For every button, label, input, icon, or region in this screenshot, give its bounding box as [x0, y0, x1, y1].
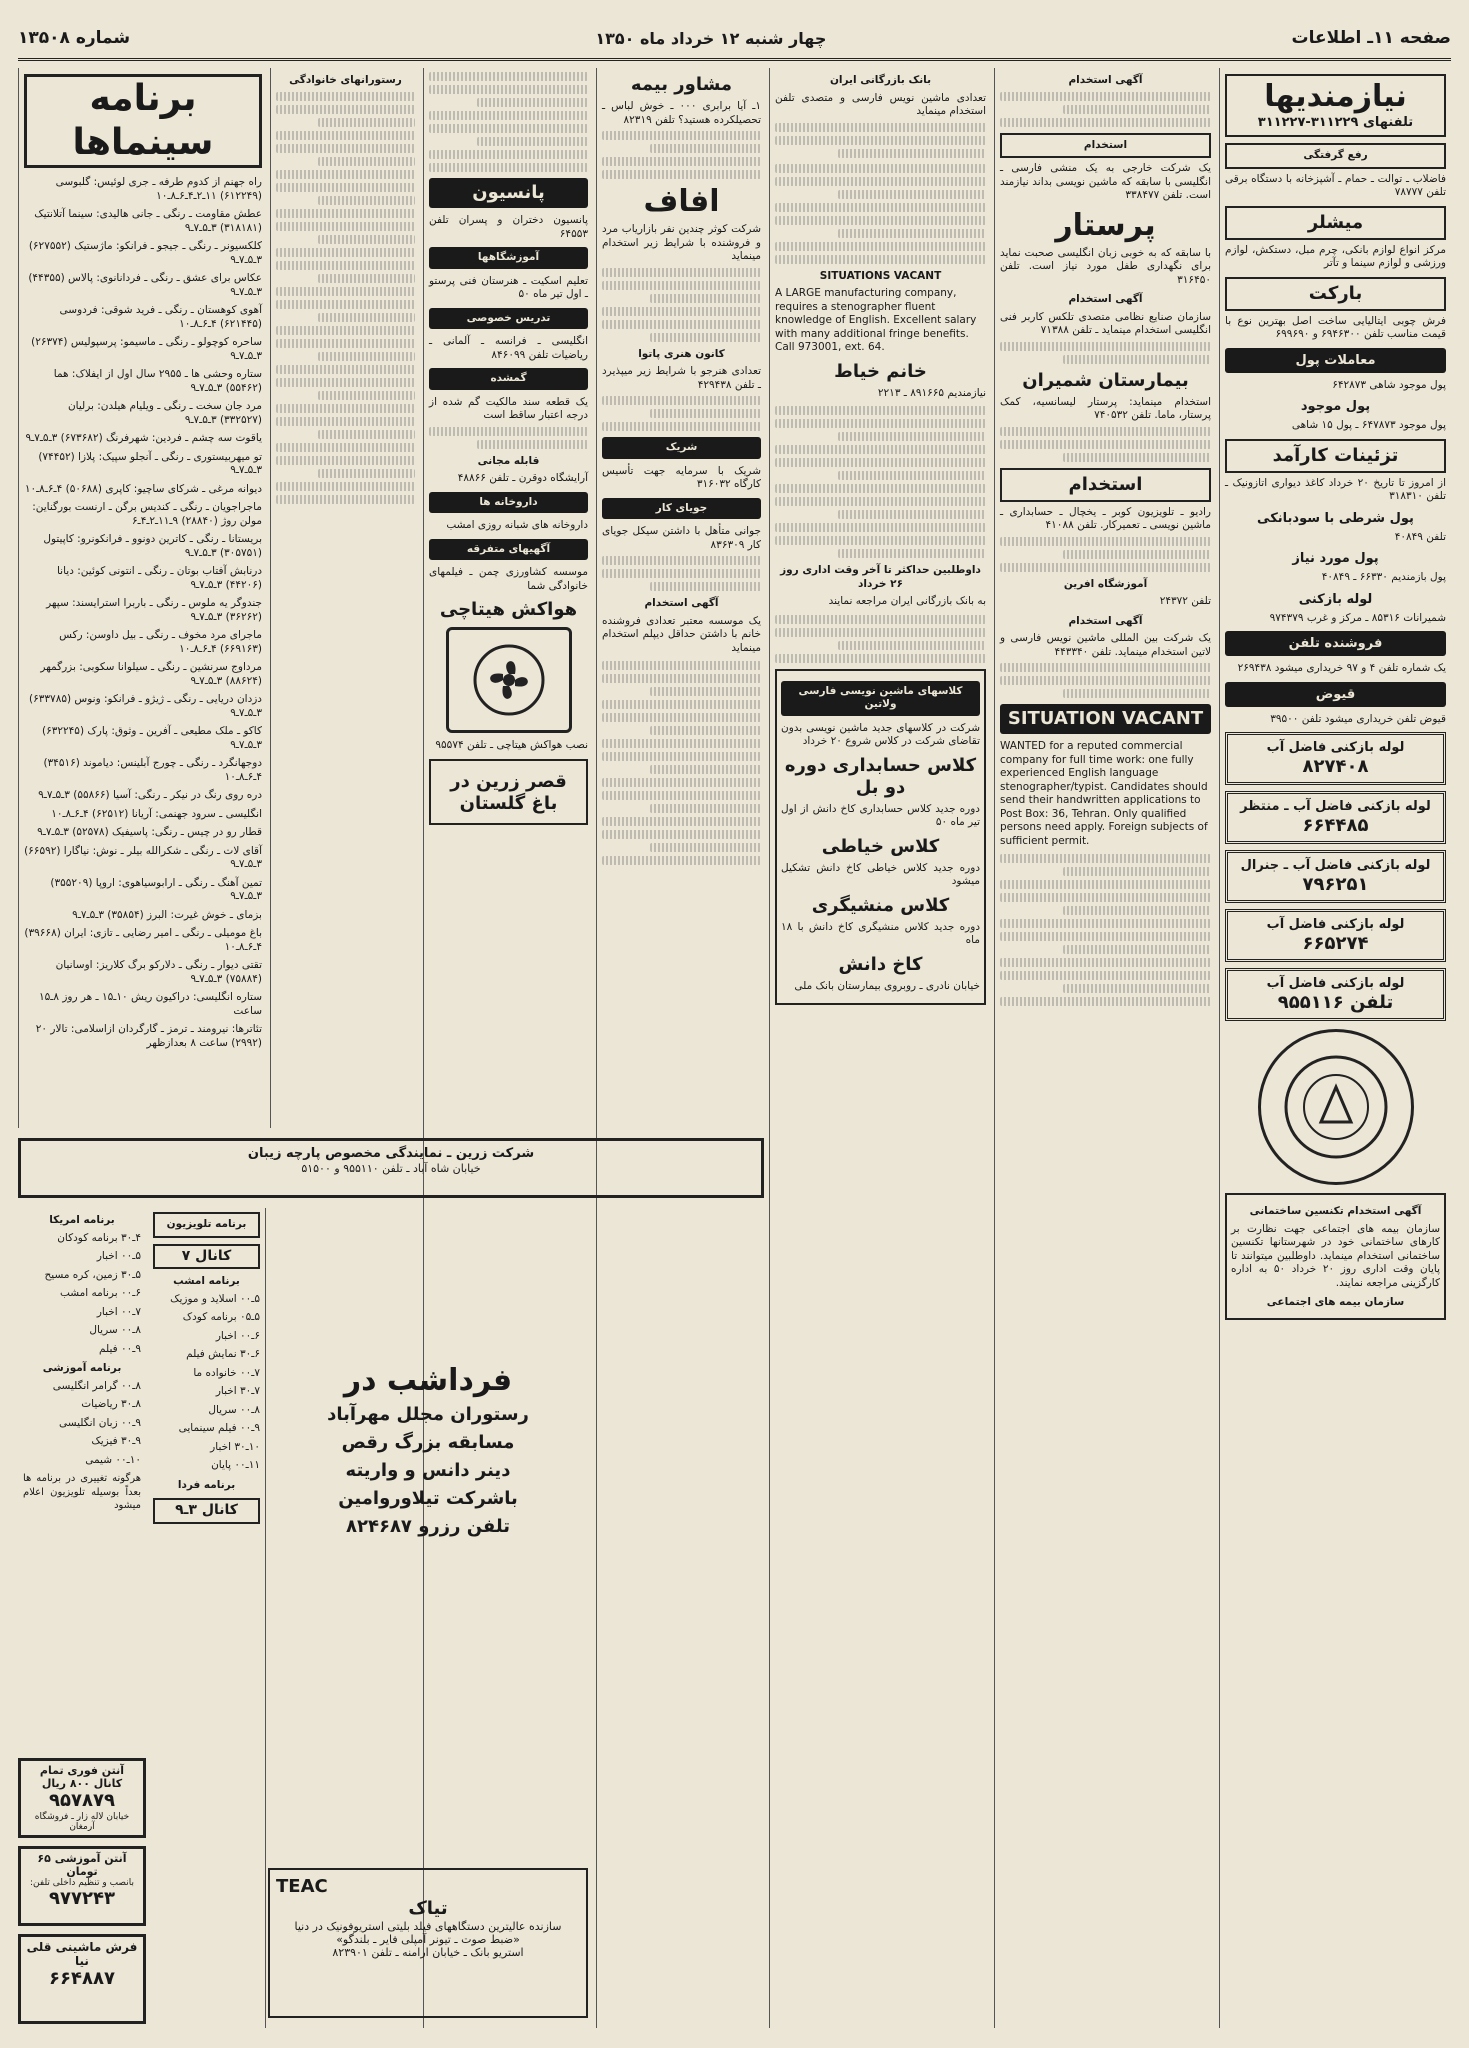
class-text: دوره جدید کلاس خیاطی کاخ دانش تشکیل میشود: [781, 861, 980, 887]
ad-text: پول موجود ۶۴۷۸۷۳ ـ پول ۱۵ شاهی: [1291, 419, 1446, 431]
list-item: انگلیسی ـ سرود جهنمی: آریانا (۶۲۵۱۲) ۴ـ۶ـ۸ـ۱۰: [51, 807, 262, 820]
job-ad: [1000, 74, 1211, 127]
classified-ad: [1225, 206, 1446, 271]
zarrin-title: شرکت زرین ـ نمایندگی مخصوص پارچه زیبان: [247, 1146, 535, 1161]
list-item: ۷ـ۰۰ خانواده ما: [193, 1366, 260, 1379]
consult-ad: [602, 185, 761, 342]
ad-title: لوله بازکنی فاضل آب ـ جنرال: [1240, 858, 1431, 873]
zarrin-banner: [18, 1138, 764, 1198]
ad-title: آگهی استخدام: [1068, 293, 1143, 305]
antenna1-address: خیابان لاله زار ـ فروشگاه آرمغان: [34, 1812, 130, 1832]
plumbing-ad: [1225, 732, 1446, 785]
list-item: دره روی رنگ در نیکر ـ رنگی: آسیا (۵۵۸۶۶) ۳ـ۵ـ۷ـ۹: [38, 789, 262, 801]
list-item: ۱۱ـ۰۰ پایان: [211, 1459, 260, 1471]
ad-title: آگهی استخدام: [644, 597, 719, 609]
center-ad: [429, 492, 588, 533]
banner-line: مسابقه بزرگ رقص: [341, 1432, 515, 1453]
ad-text: انگلیسی ـ فرانسه ـ آلمانی ـ ریاضیات تلفن ۸۴۶۰۹۹: [429, 335, 588, 361]
list-item: آهوی کوهستان ـ رنگی ـ فرید شوقی: فردوسی (۶۲۱۴۴۵) ۴ـ۶ـ۸ـ۱۰: [59, 304, 262, 330]
issue-date: چهار شنبه ۱۲ خرداد ماه ۱۳۵۰: [595, 28, 827, 48]
list-item: مرد جان سخت ـ رنگی ـ ویلیام هیلدن: برلیان (۳۳۲۵۲۷) ۳ـ۵ـ۷ـ۹: [67, 400, 262, 426]
jobs-column-2: [769, 68, 991, 2028]
ad-text: مرکز انواع لوازم بانکی، چرم مبل، دستکش، لوازم ورزشی و لوازم سینما و تآتر: [1225, 243, 1446, 269]
ad-phone: ۶۶۵۲۷۴: [1302, 933, 1369, 954]
ad-text: تلفن ۴۰۸۴۹: [1394, 530, 1446, 543]
ad-title: استخدام: [1000, 468, 1211, 502]
list-item: جندوگر یه ملوس ـ رنگی ـ باربرا استرایسند: سپهر (۳۶۲۶۲) ۳ـ۵ـ۷ـ۹: [46, 597, 262, 623]
list-item: تو میهربیستوری ـ رنگی ـ آنجلو سپیک: پلازا (۷۴۴۵۲) ۳ـ۵ـ۷ـ۹: [38, 450, 262, 476]
ad-title: پول موجود: [1300, 399, 1371, 414]
hiring-text: سازمان بیمه های اجتماعی جهت نظارت بر کارهای ساختمانی خود در شهرستانها تکنسین ساختمانی استخدام مینماید. داوطلبین میتوانند تا پایان وقت اداری روز ۲۰ خرداد ۵۰ به اداره کارگزینی مراجعه نمایند.: [1231, 1222, 1441, 1289]
job-ad: [1000, 578, 1211, 609]
ad-text: شمیرانات ۸۵۳۱۶ ـ مرکز و غرب ۹۷۴۳۷۹: [1269, 611, 1446, 624]
class-title: کاخ دانش: [838, 953, 923, 975]
ad-text: تعدادی ماشین نویس فارسی و متصدی تلفن استخدام مینماید: [775, 91, 986, 117]
ad-text: موسسه کشاورزی چمن ـ فیلمهای خانوادگی شما: [429, 566, 588, 592]
ad-title: لوله بازکنی فاضل آب: [1266, 917, 1405, 932]
ad-text: آرایشگاه دوقرن ـ تلفن ۴۸۸۶۶: [457, 472, 588, 484]
ad-title: کانون هنری پاتوا: [638, 347, 725, 360]
tv-america-list: [23, 1232, 141, 1357]
list-item: ۷ـ۳۰ اخبار: [215, 1385, 260, 1397]
banner-phone: تلفن رزرو ۸۲۴۶۸۷: [346, 1516, 510, 1537]
class-title: کلاسهای ماشین نویسی فارسی ولاتین: [781, 681, 980, 716]
ad-title: بارکت: [1225, 277, 1446, 311]
ad-text: جوانی متأهل با داشتن سیکل جویای کار ۸۳۶۳۰۹: [602, 525, 761, 551]
list-item: ماجرای مرد مخوف ـ رنگی ـ بیل داوسن: رکس (۶۶۹۱۶۳) ۴ـ۶ـ۸ـ۱۰: [59, 629, 262, 655]
ad-phone: ۷۹۶۲۵۱: [1302, 874, 1369, 895]
fan-icon: [446, 627, 572, 733]
center-ad: [429, 178, 588, 241]
consult-ad: [602, 74, 761, 179]
classifieds-title: نیازمندیها: [1264, 79, 1407, 114]
ad-phone: تلفن ۹۵۵۱۱۶: [1277, 992, 1394, 1013]
antenna2-sub: بانصب و تنظیم داخلی تلفن:: [30, 1878, 134, 1888]
situation-vacant-title: SITUATION VACANT: [1000, 704, 1211, 734]
carpet-ad: [18, 1934, 146, 2024]
classifieds-column: [1219, 68, 1451, 2028]
classified-ad: [1225, 348, 1446, 393]
cinema-list: [24, 176, 262, 1050]
ad-title: خانم خیاط: [834, 360, 927, 382]
banner-line: دینر دانس و واریته: [345, 1460, 511, 1481]
issue-number: شماره ۱۳۵۰۸: [18, 28, 131, 48]
plumbing-ad: [1225, 968, 1446, 1021]
tv-tonight-title: برنامه امشب: [173, 1275, 240, 1287]
restaurant-banner: [268, 1358, 588, 1718]
list-item: عطش مقاومت ـ رنگی ـ جانی هالیدی: سینما آتلانتیک (۳۱۸۱۸۱) ۳ـ۵ـ۷ـ۹: [34, 208, 262, 234]
list-item: یاقوت سه چشم ـ فردین: شهرفرنگ (۶۷۳۶۸۲) ۳ـ۵ـ۷ـ۹: [25, 432, 262, 444]
list-item: ۵ـ۰۰ اسلاید و موزیک: [170, 1292, 260, 1305]
tv-channel7: کانال ۷: [153, 1244, 260, 1270]
banner-line: باشرکت تیلاوروامین: [338, 1488, 518, 1509]
list-item: ۸ـ۰۰ گرامر انگلیسی: [52, 1379, 141, 1392]
list-item: ۹ـ۳۰ فیزیک: [91, 1435, 141, 1447]
list-item: ۴ـ۳۰ برنامه کودکان: [57, 1231, 141, 1244]
ad-title: مشاور بیمه: [630, 74, 733, 95]
list-item: دوجهانگرد ـ رنگی ـ چورج آبلینس: دیاموند (۳۴۵۱۶) ۴ـ۶ـ۸ـ۱۰: [43, 757, 262, 783]
job-ad: [1000, 370, 1211, 462]
newspaper-page: [18, 18, 1451, 2030]
ad-title: پول مورد نیاز: [1292, 551, 1379, 566]
list-item: ۵ـ۰۵ برنامه کودک: [182, 1311, 260, 1323]
ad-text: A LARGE manufacturing company, requires a stenographer fluent knowledge of English. Excellent salary with many additional fringe benefits. Call 973001, ext. 64.: [775, 287, 977, 353]
list-item: ۷ـ۰۰ اخبار: [96, 1305, 141, 1318]
center-ad: [429, 308, 588, 363]
ad-title: شریک: [602, 437, 761, 459]
antenna1-phone: ۹۵۷۸۷۹: [49, 1790, 115, 1811]
ad-text: نیازمندیم ۸۹۱۶۶۵ ـ ۲۲۱۳: [877, 386, 986, 399]
tv-note: هرگونه تغییری در برنامه ها بعداً بوسیله تلویزیون اعلام میشود: [23, 1473, 141, 1511]
list-item: آقای لات ـ رنگی ـ شکرالله بیلر ـ نوش: نیاگارا (۶۶۵۹۲) ۳ـ۵ـ۷ـ۹: [24, 844, 262, 870]
zarrin-address: خیابان شاه آباد ـ تلفن ۹۵۵۱۱۰ و ۵۱۵۰۰: [301, 1162, 481, 1175]
misc-column: [596, 68, 766, 2028]
list-item: ستاره وحشی ها ـ ۲۹۵۵ سال اول از ایفلاک: هما (۵۵۴۶۲) ۳ـ۵ـ۷ـ۹: [53, 368, 262, 394]
ad-title: پول شرطی با سودبانکی: [1257, 510, 1414, 526]
jobs-title: آگهی استخدام: [1068, 74, 1143, 86]
ad-title: بانک بازرگانی ایران: [829, 74, 932, 86]
list-item: تئاترها: نیرومند ـ ترمز ـ گارگردان ازاسلامی: تالار ۲۰ (۲۹۹۲) ساعت ۸ بعدازظهر: [35, 1023, 262, 1049]
ad-title: گمشده: [429, 368, 588, 390]
list-item: باغ مومیلی ـ رنگی ـ امیر رضایی ـ تازی: ایران (۳۹۶۶۸) ۴ـ۶ـ۸ـ۱۰: [24, 927, 262, 953]
classified-ad: [1225, 398, 1446, 433]
list-item: ۱۰ـ۰۰ شیمی: [85, 1453, 141, 1466]
list-item: ۱۰ـ۳۰ اخبار: [210, 1440, 260, 1453]
tv-edu-title: برنامه آموزشی: [42, 1362, 122, 1374]
job-ad: [1000, 133, 1211, 203]
ad-title: آگهیهای متفرقه: [429, 539, 588, 561]
ad-title: لوله بازکنی: [1298, 591, 1373, 607]
ad-text: شرکت کوثر چندین نفر بازاریاب مرد و فروشنده با شرایط زیر استخدام مینماید: [602, 223, 761, 262]
ad-phone: ۶۶۴۴۸۵: [1302, 815, 1369, 836]
job-ad: [1000, 209, 1211, 288]
ad-title: میشلر: [1225, 206, 1446, 240]
classified-ad: [1225, 439, 1446, 504]
center-ad: [429, 455, 588, 486]
tv-channel3: کانال ۳ـ۹: [153, 1498, 260, 1524]
ad-text: استخدام مینماید: پرستار لیسانسیه، کمک پرستار، ماما. تلفن ۷۴۰۵۳۲: [1000, 395, 1211, 421]
banner-title: فرداشب در: [343, 1363, 513, 1398]
list-item: ۶ـ۰۰ برنامه امشب: [60, 1287, 141, 1299]
ad-title: استخدام: [1000, 133, 1211, 159]
list-item: ۸ـ۳۰ ریاضیات: [81, 1398, 141, 1410]
list-item: ساحره کوچولو ـ رنگی ـ ماسیمو: پرسپولیس (۲۶۳۷۴) ۳ـ۵ـ۷ـ۹: [31, 336, 262, 362]
list-item: قطار رو در چیس ـ رنگی: پاسیفیک (۵۲۵۷۸) ۳ـ۵ـ۷ـ۹: [37, 826, 262, 838]
ad-text: ۱ـ آیا برابری ۰۰۰ ـ خوش لباس ـ تحصیلکرده هستید؟ تلفن ۸۲۳۱۹: [602, 100, 761, 126]
ad-title: لوله بازکنی فاضل آب ـ منتظر: [1240, 799, 1431, 814]
list-item: دزدان دریایی ـ رنگی ـ ژیژو ـ فرانکو: ونوس (۶۳۳۷۸۵) ۳ـ۵ـ۷ـ۹: [29, 693, 262, 719]
hiring-org: سازمان بیمه های اجتماعی: [1266, 1296, 1405, 1308]
ad-text: به بانک بازرگانی ایران مراجعه نمایند: [828, 595, 986, 607]
classified-ad: [1225, 143, 1446, 200]
ad-text: داروخانه های شبانه روزی امشب: [446, 519, 588, 531]
banner-line: رستوران مجلل مهرآباد: [327, 1404, 529, 1425]
tv-america-column: [18, 1208, 146, 1748]
restaurants-column: [270, 68, 420, 1128]
ad-title: لوله بازکنی فاضل آب: [1266, 976, 1405, 991]
ad-text: پول موجود شاهی ۶۴۲۸۷۳: [1332, 378, 1446, 391]
ad-text: پانسیون دختران و پسران تلفن ۶۴۵۵۳: [429, 214, 588, 240]
ad-text: یک شماره تلفن ۴ و ۹۷ خریداری میشود ۲۶۹۴۳۸: [1237, 662, 1446, 674]
ad-title: قیوض: [1225, 682, 1446, 707]
list-item: ۹ـ۰۰ فیلم: [99, 1342, 141, 1355]
list-item: ماجراجویان ـ رنگی ـ کندیس برگن ـ ارنست بورگناین: مولن روژ (۲۸۸۴۰) ۹ـ۱۱ـ۲ـ۴ـ۶: [32, 501, 262, 527]
tv-edu-list: [23, 1380, 141, 1468]
ad-title: رفع گرفتگی: [1225, 143, 1446, 169]
ad-text: تلفن ۲۴۳۷۲: [1159, 595, 1211, 607]
ad-title: آگهی استخدام: [1068, 614, 1143, 627]
ad-title: قابله مجانی: [477, 454, 540, 467]
classified-ad: [1225, 277, 1446, 342]
ad-text: از امروز تا تاریخ ۲۰ خرداد کاغذ دیواری اتازونیک ـ تلفن ۳۱۸۳۱۰: [1225, 476, 1446, 502]
list-item: ستاره انگلیسی: دراکیون ریش ۱۰ـ۱۵ ـ هر روز ۸ـ۱۵ ساعت: [39, 991, 262, 1017]
teac-address: استریو بانک ـ خیابان ارامنه ـ تلفن ۸۲۳۹۰۱: [332, 1946, 524, 1959]
antenna2-title: آنتن آموزشی ۶۵ تومان: [37, 1852, 127, 1878]
consult-ad: [602, 498, 761, 592]
tv-america-title: برنامه امریکا: [49, 1214, 115, 1226]
ad-text: با سابقه که به خوبی زبان انگلیسی صحبت نماید برای نگهداری طفل مورد نیاز است. تلفن ۳۱۶۴۵۰: [1000, 246, 1211, 286]
ad-title: جویای کار: [602, 498, 761, 520]
antenna2-ad: [18, 1846, 146, 1926]
ad-text: فاضلاب ـ توالت ـ حمام ـ آشپزخانه با دستگاه برقی تلفن ۷۸۷۷۷: [1225, 172, 1446, 198]
ad-phone: ۸۲۷۴۰۸: [1302, 756, 1369, 777]
antenna1-ad: [18, 1758, 146, 1838]
list-item: دیوانه مرغی ـ شرکای ساچیو: کاپری (۵۰۶۸۸) ۴ـ۶ـ۸ـ۱۰: [24, 482, 262, 495]
ad-title: پرستار: [1055, 207, 1156, 243]
carpet-phone: ۶۶۴۸۸۷: [49, 1968, 115, 1989]
antenna1-title: آنتن فوری تمام کانال ۸۰۰ ریال: [39, 1764, 125, 1790]
list-item: بزمای ـ خوش غیرت: البرز (۳۵۸۵۴) ۳ـ۵ـ۷ـ۹: [72, 908, 262, 921]
list-item: ۹ـ۰۰ فیلم سینمایی: [178, 1422, 260, 1434]
hiring-title: آگهی استخدام تکنسین ساختمانی: [1249, 1205, 1422, 1217]
ad-title: بیمارستان شمیران: [1022, 369, 1189, 391]
job-ad: [775, 564, 986, 609]
ad-text: پول بازمندیم ۶۶۳۳۰ ـ ۴۰۸۴۹: [1321, 571, 1446, 583]
list-item: ۸ـ۰۰ سریال: [208, 1403, 260, 1416]
antenna2-phone: ۹۷۷۲۴۳: [49, 1888, 115, 1909]
qasr-ad: [429, 759, 588, 825]
ad-text: یک قطعه سند مالکیت گم شده از درجه اعتبار ساقط است: [429, 395, 588, 421]
jobs-column: [994, 68, 1216, 2028]
center-ad: [429, 247, 588, 302]
center-ad: [429, 539, 588, 594]
list-item: ۹ـ۰۰ زبان انگلیسی: [59, 1416, 141, 1429]
tv-schedule: [153, 1293, 260, 1473]
social-security-emblem-icon: [1258, 1029, 1414, 1185]
hitachi-ad: [429, 599, 588, 753]
job-ad: [1000, 293, 1211, 364]
hiring-ad: [1225, 1193, 1446, 1320]
teac-sub: «ضبط صوت ـ تیونر آمپلی فایر ـ بلندگو»: [336, 1933, 520, 1946]
qasr-text: قصر زرین در باغ گلستان: [450, 770, 567, 814]
job-ad: [1000, 615, 1211, 699]
class-text: خیابان نادری ـ روبروی بیمارستان بانک ملی: [794, 979, 980, 992]
teac-ad: [268, 1868, 588, 2018]
ad-text: یک شرکت خارجی به یک منشی فارسی ـ انگلیسی با سابقه که ماشین نویسی بداند نیازمند است. تلفن ۳۳۸۴۷۷: [1000, 162, 1211, 201]
ad-title: داوطلبین حداکثر تا آخر وقت اداری روز ۲۶ خرداد: [780, 564, 981, 590]
ad-text: شریک با سرمایه جهت تأسیس کارگاه ۳۱۶۰۳۲: [602, 464, 761, 490]
ad-text: یک شرکت بین المللی ماشین نویس فارسی و لاتین استخدام مینماید. تلفن ۴۴۳۳۴۰: [1000, 632, 1211, 658]
list-item: مرداوج سرنشین ـ رنگی ـ سیلوانا سکوبی: بزرگمهر (۸۸۶۲۴) ۳ـ۵ـ۷ـ۹: [40, 661, 262, 687]
job-ad: [775, 361, 986, 401]
classified-ad: [1225, 682, 1446, 727]
ad-title: داروخانه ها: [429, 492, 588, 514]
ad-text: یک موسسه معتبر تعدادی فروشنده خانم با داشتن حداقل دیپلم استخدام مینماید: [602, 614, 761, 654]
ad-title: فروشنده تلفن: [1225, 631, 1446, 656]
ad-text: تعلیم اسکیت ـ هنرستان فنی پرستو ـ اول تیر ماه ۵۰: [429, 274, 588, 300]
page-label: صفحه ۱۱ـ اطلاعات: [1291, 28, 1451, 48]
consult-ad: [602, 348, 761, 432]
list-item: کلکسیونر ـ رنگی ـ جیجو ـ فرانکو: ماژستیک (۶۲۷۵۵۲) ۳ـ۵ـ۷ـ۹: [28, 240, 262, 266]
job-ad-english: [775, 270, 986, 355]
list-item: تمین آهنگ ـ رنگی ـ ارابوسیاهوی: اروپا (۳۵۵۲۰۹) ۳ـ۵ـ۷ـ۹: [50, 876, 262, 902]
class-title: کلاس خیاطی: [821, 835, 940, 857]
classified-ad: [1225, 510, 1446, 545]
center-column: [423, 68, 593, 2028]
plumbing-ad: [1225, 909, 1446, 962]
cinema-title: برنامه سینماها: [24, 74, 262, 168]
plumbing-ad: [1225, 850, 1446, 903]
ad-title: تزئینات کارآمد: [1225, 439, 1446, 473]
ad-text: تعدادی هنرجو با شرایط زیر میپذیرد ـ تلفن ۴۲۹۴۳۸: [602, 365, 761, 391]
ad-text: رادیو ـ تلویزیون کوبر ـ یخچال ـ حسابداری ـ ماشین نویسی ـ تعمیرکار. تلفن ۴۱۰۸۸: [1000, 505, 1211, 531]
classes-box: [775, 669, 986, 1006]
list-item: درنابش آفتاب بوتان ـ رنگی ـ انتونی کوئین: دیانا (۴۴۲۰۶) ۳ـ۵ـ۷ـ۹: [56, 565, 262, 591]
class-title: کلاس حسابداری دوره دو بل: [784, 754, 977, 798]
ad-text: نصب هواکش هیتاچی ـ تلفن ۹۵۵۷۴: [435, 739, 588, 751]
class-text: شرکت در کلاسهای جدید ماشین نویسی بدون تقاضای شرکت در کلاس شروع ۲۰ خرداد: [781, 721, 980, 747]
center-ad: [429, 368, 588, 449]
cinema-column: [18, 68, 267, 1128]
classified-ad: [1225, 631, 1446, 676]
list-item: ۶ـ۳۰ نمایش فیلم: [186, 1348, 260, 1360]
ad-title: لوله بازکنی فاضل آب: [1266, 740, 1405, 755]
list-item: ۵ـ۰۰ اخبار: [96, 1250, 141, 1262]
ad-title: تدریس خصوصی: [429, 308, 588, 330]
consult-ad: [602, 437, 761, 492]
classifieds-phones: تلفنهای ۳۱۱۲۲۹-۳۱۱۲۲۷: [1257, 115, 1414, 130]
restaurants-title: رستورانهای خانوادگی: [289, 74, 402, 86]
tv-tomorrow-title: برنامه فردا: [177, 1478, 236, 1491]
carpet-title: فرش ماشینی قلی نیا: [26, 1940, 138, 1968]
list-item: تقتی دیوار ـ رنگی ـ دلارکو برگ کلاریز: اوسانیان (۷۵۸۸۴) ۳ـ۵ـ۷ـ۹: [55, 959, 262, 985]
classifieds-header: [1225, 74, 1446, 137]
list-item: ۸ـ۰۰ سریال: [89, 1324, 141, 1336]
teac-logo: TEAC: [276, 1876, 328, 1897]
ad-text: فرش چوبی ایتالیایی ساخت اصل بهترین نوع با قیمت مناسب تلفن ۶۹۴۶۳۰۰ و ۶۹۹۶۹۰: [1225, 314, 1446, 340]
fan-graphic-icon: [469, 640, 549, 720]
list-item: بریستانا ـ رنگی ـ کاترین دونوو ـ فرانکونرو: کاپیتول (۳۰۵۷۵۱) ۳ـ۵ـ۷ـ۹: [43, 533, 262, 559]
ad-title: افاف: [643, 184, 720, 219]
list-item: عکاس برای عشق ـ رنگی ـ فردانانوی: پالاس (۴۴۳۵۵) ۳ـ۵ـ۷ـ۹: [28, 272, 262, 298]
list-item: ۶ـ۰۰ اخبار: [215, 1329, 260, 1342]
ad-title: معاملات پول: [1225, 348, 1446, 373]
classified-ad: [1225, 591, 1446, 626]
ad-title: هواکش هیتاچی: [439, 599, 578, 620]
list-item: ۵ـ۳۰ زمین، کره مسیح: [44, 1268, 141, 1281]
ad-title: آموزشگاهها: [429, 247, 588, 269]
class-text: دوره جدید کلاس حسابداری کاخ دانش از اول تیر ماه ۵۰: [781, 802, 980, 828]
tv-column: [148, 1208, 266, 2028]
tv-title: برنامه تلویزیون: [153, 1212, 260, 1238]
consult-ad: [602, 597, 761, 655]
teac-text: سازنده عالیترین دستگاههای فیلد بلیتی استریوفونیک در دنیا: [294, 1920, 562, 1933]
job-ad: [1000, 468, 1211, 572]
plumbing-ad: [1225, 791, 1446, 844]
classified-ad: [1225, 550, 1446, 585]
ad-title: آموزشگاه افرین: [1063, 577, 1148, 590]
ad-title: پانسیون: [429, 178, 588, 208]
ad-text: سازمان صنایع نظامی متصدی تلکس کاربر فنی انگلیسی استخدام مینماید ـ تلفن ۷۱۳۸۸: [1000, 310, 1211, 336]
ad-text: قیوض تلفن خریداری میشود تلفن ۳۹۵۰۰: [1270, 712, 1446, 725]
list-item: راه جهنم از کدوم طرفه ـ جری لوئیس: گلبوسی (۶۱۲۲۴۹) ۱۱ـ۲ـ۴ـ۶ـ۸ـ۱۰: [55, 176, 262, 202]
list-item: کاکو ـ ملک مطیعی ـ آفرین ـ وثوق: پارک (۶۳۲۲۴۵) ۳ـ۵ـ۷ـ۹: [42, 725, 262, 751]
emblem-graphic-icon: [1281, 1052, 1391, 1162]
teac-name: تیاک: [408, 1898, 448, 1919]
ad-title: SITUATIONS VACANT: [819, 269, 942, 282]
class-text: دوره جدید کلاس منشیگری کاخ دانش با ۱۸ ماه: [781, 920, 980, 946]
masthead: [18, 18, 1451, 61]
job-ad: [775, 74, 986, 158]
class-title: کلاس منشیگری: [811, 894, 950, 916]
situation-vacant-text: WANTED for a reputed commercial company for full time work: one fully experienced English language stenographer/typist. Candidates should send their handwritten applications to Post Box: 36, Tehran. Only qualified persons need apply. Foreign subjects of sufficient permit.: [1000, 740, 1208, 847]
